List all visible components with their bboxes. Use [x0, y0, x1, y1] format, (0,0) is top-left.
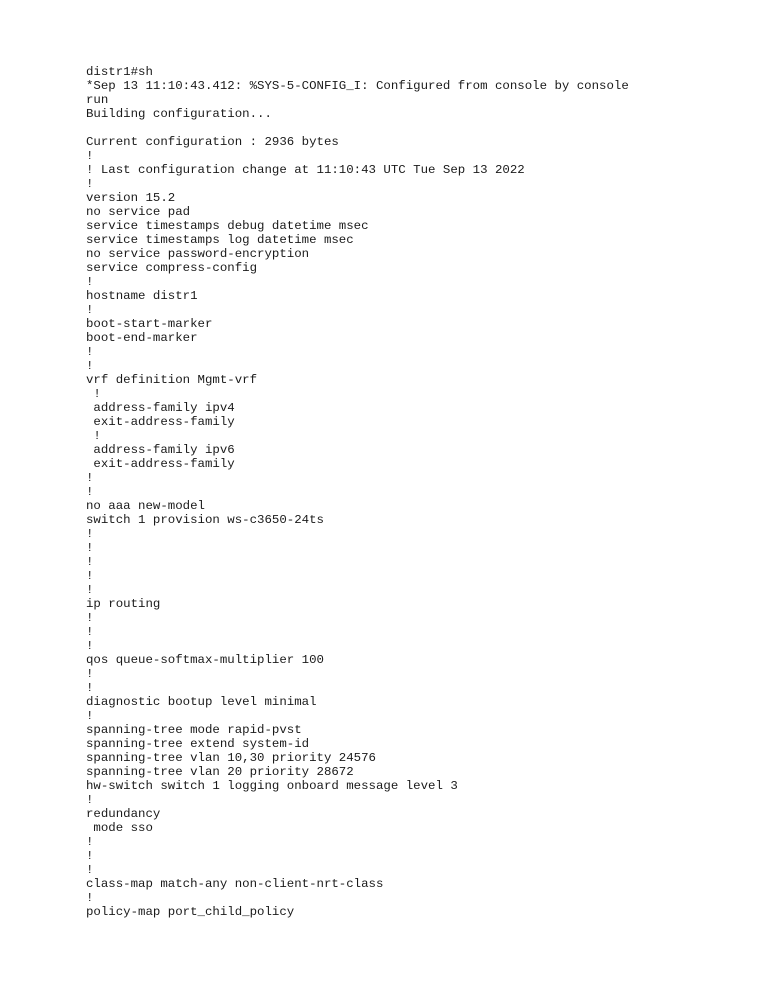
- config-line: boot-end-marker: [86, 331, 198, 345]
- config-line: Building configuration...: [86, 107, 272, 121]
- config-line: !: [86, 359, 94, 373]
- config-line: address-family ipv6: [86, 443, 235, 457]
- config-line: !: [86, 485, 94, 499]
- config-line: !: [86, 387, 101, 401]
- config-line: !: [86, 611, 94, 625]
- config-line: !: [86, 709, 94, 723]
- config-line: redundancy: [86, 807, 161, 821]
- config-line: service timestamps debug datetime msec: [86, 219, 369, 233]
- config-line: !: [86, 177, 94, 191]
- config-line: class-map match-any non-client-nrt-class: [86, 877, 384, 891]
- config-line: mode sso: [86, 821, 153, 835]
- config-line: !: [86, 667, 94, 681]
- config-line: no service pad: [86, 205, 191, 219]
- config-line: exit-address-family: [86, 415, 235, 429]
- config-line: !: [86, 681, 94, 695]
- config-line: hw-switch switch 1 logging onboard message level 3: [86, 779, 458, 793]
- config-line: no service password-encryption: [86, 247, 310, 261]
- config-line: !: [86, 863, 94, 877]
- config-line: version 15.2: [86, 191, 176, 205]
- config-line: spanning-tree extend system-id: [86, 737, 310, 751]
- config-line: !: [86, 793, 94, 807]
- config-line: !: [86, 555, 94, 569]
- config-line: !: [86, 429, 101, 443]
- config-line: *Sep 13 11:10:43.412: %SYS-5-CONFIG_I: Configured from console by console: [86, 79, 629, 93]
- config-line: !: [86, 835, 94, 849]
- config-line: ! Last configuration change at 11:10:43 UTC Tue Sep 13 2022: [86, 163, 525, 177]
- config-line: switch 1 provision ws-c3650-24ts: [86, 513, 324, 527]
- config-line: service timestamps log datetime msec: [86, 233, 354, 247]
- config-line: !: [86, 569, 94, 583]
- config-line: spanning-tree mode rapid-pvst: [86, 723, 302, 737]
- config-line: !: [86, 471, 94, 485]
- config-line: distr1#sh: [86, 65, 153, 79]
- config-line: !: [86, 639, 94, 653]
- config-line: !: [86, 149, 94, 163]
- config-line: !: [86, 849, 94, 863]
- config-line: !: [86, 891, 94, 905]
- config-line: diagnostic bootup level minimal: [86, 695, 317, 709]
- config-line: !: [86, 541, 94, 555]
- config-line: [86, 121, 746, 135]
- config-line: vrf definition Mgmt-vrf: [86, 373, 258, 387]
- config-line: exit-address-family: [86, 457, 235, 471]
- config-line: service compress-config: [86, 261, 258, 275]
- config-line: no aaa new-model: [86, 499, 205, 513]
- config-line: Current configuration : 2936 bytes: [86, 135, 339, 149]
- config-line: !: [86, 527, 94, 541]
- config-line: !: [86, 303, 94, 317]
- config-line: address-family ipv4: [86, 401, 235, 415]
- config-line: hostname distr1: [86, 289, 198, 303]
- config-line: spanning-tree vlan 20 priority 28672: [86, 765, 354, 779]
- config-line: run: [86, 93, 109, 107]
- config-line: !: [86, 275, 94, 289]
- config-line: !: [86, 345, 94, 359]
- config-line: qos queue-softmax-multiplier 100: [86, 653, 324, 667]
- config-line: boot-start-marker: [86, 317, 213, 331]
- running-config-output: [86, 65, 746, 919]
- config-line: !: [86, 625, 94, 639]
- config-line: spanning-tree vlan 10,30 priority 24576: [86, 751, 376, 765]
- config-line: ip routing: [86, 597, 161, 611]
- config-line: !: [86, 583, 94, 597]
- config-line: policy-map port_child_policy: [86, 905, 295, 919]
